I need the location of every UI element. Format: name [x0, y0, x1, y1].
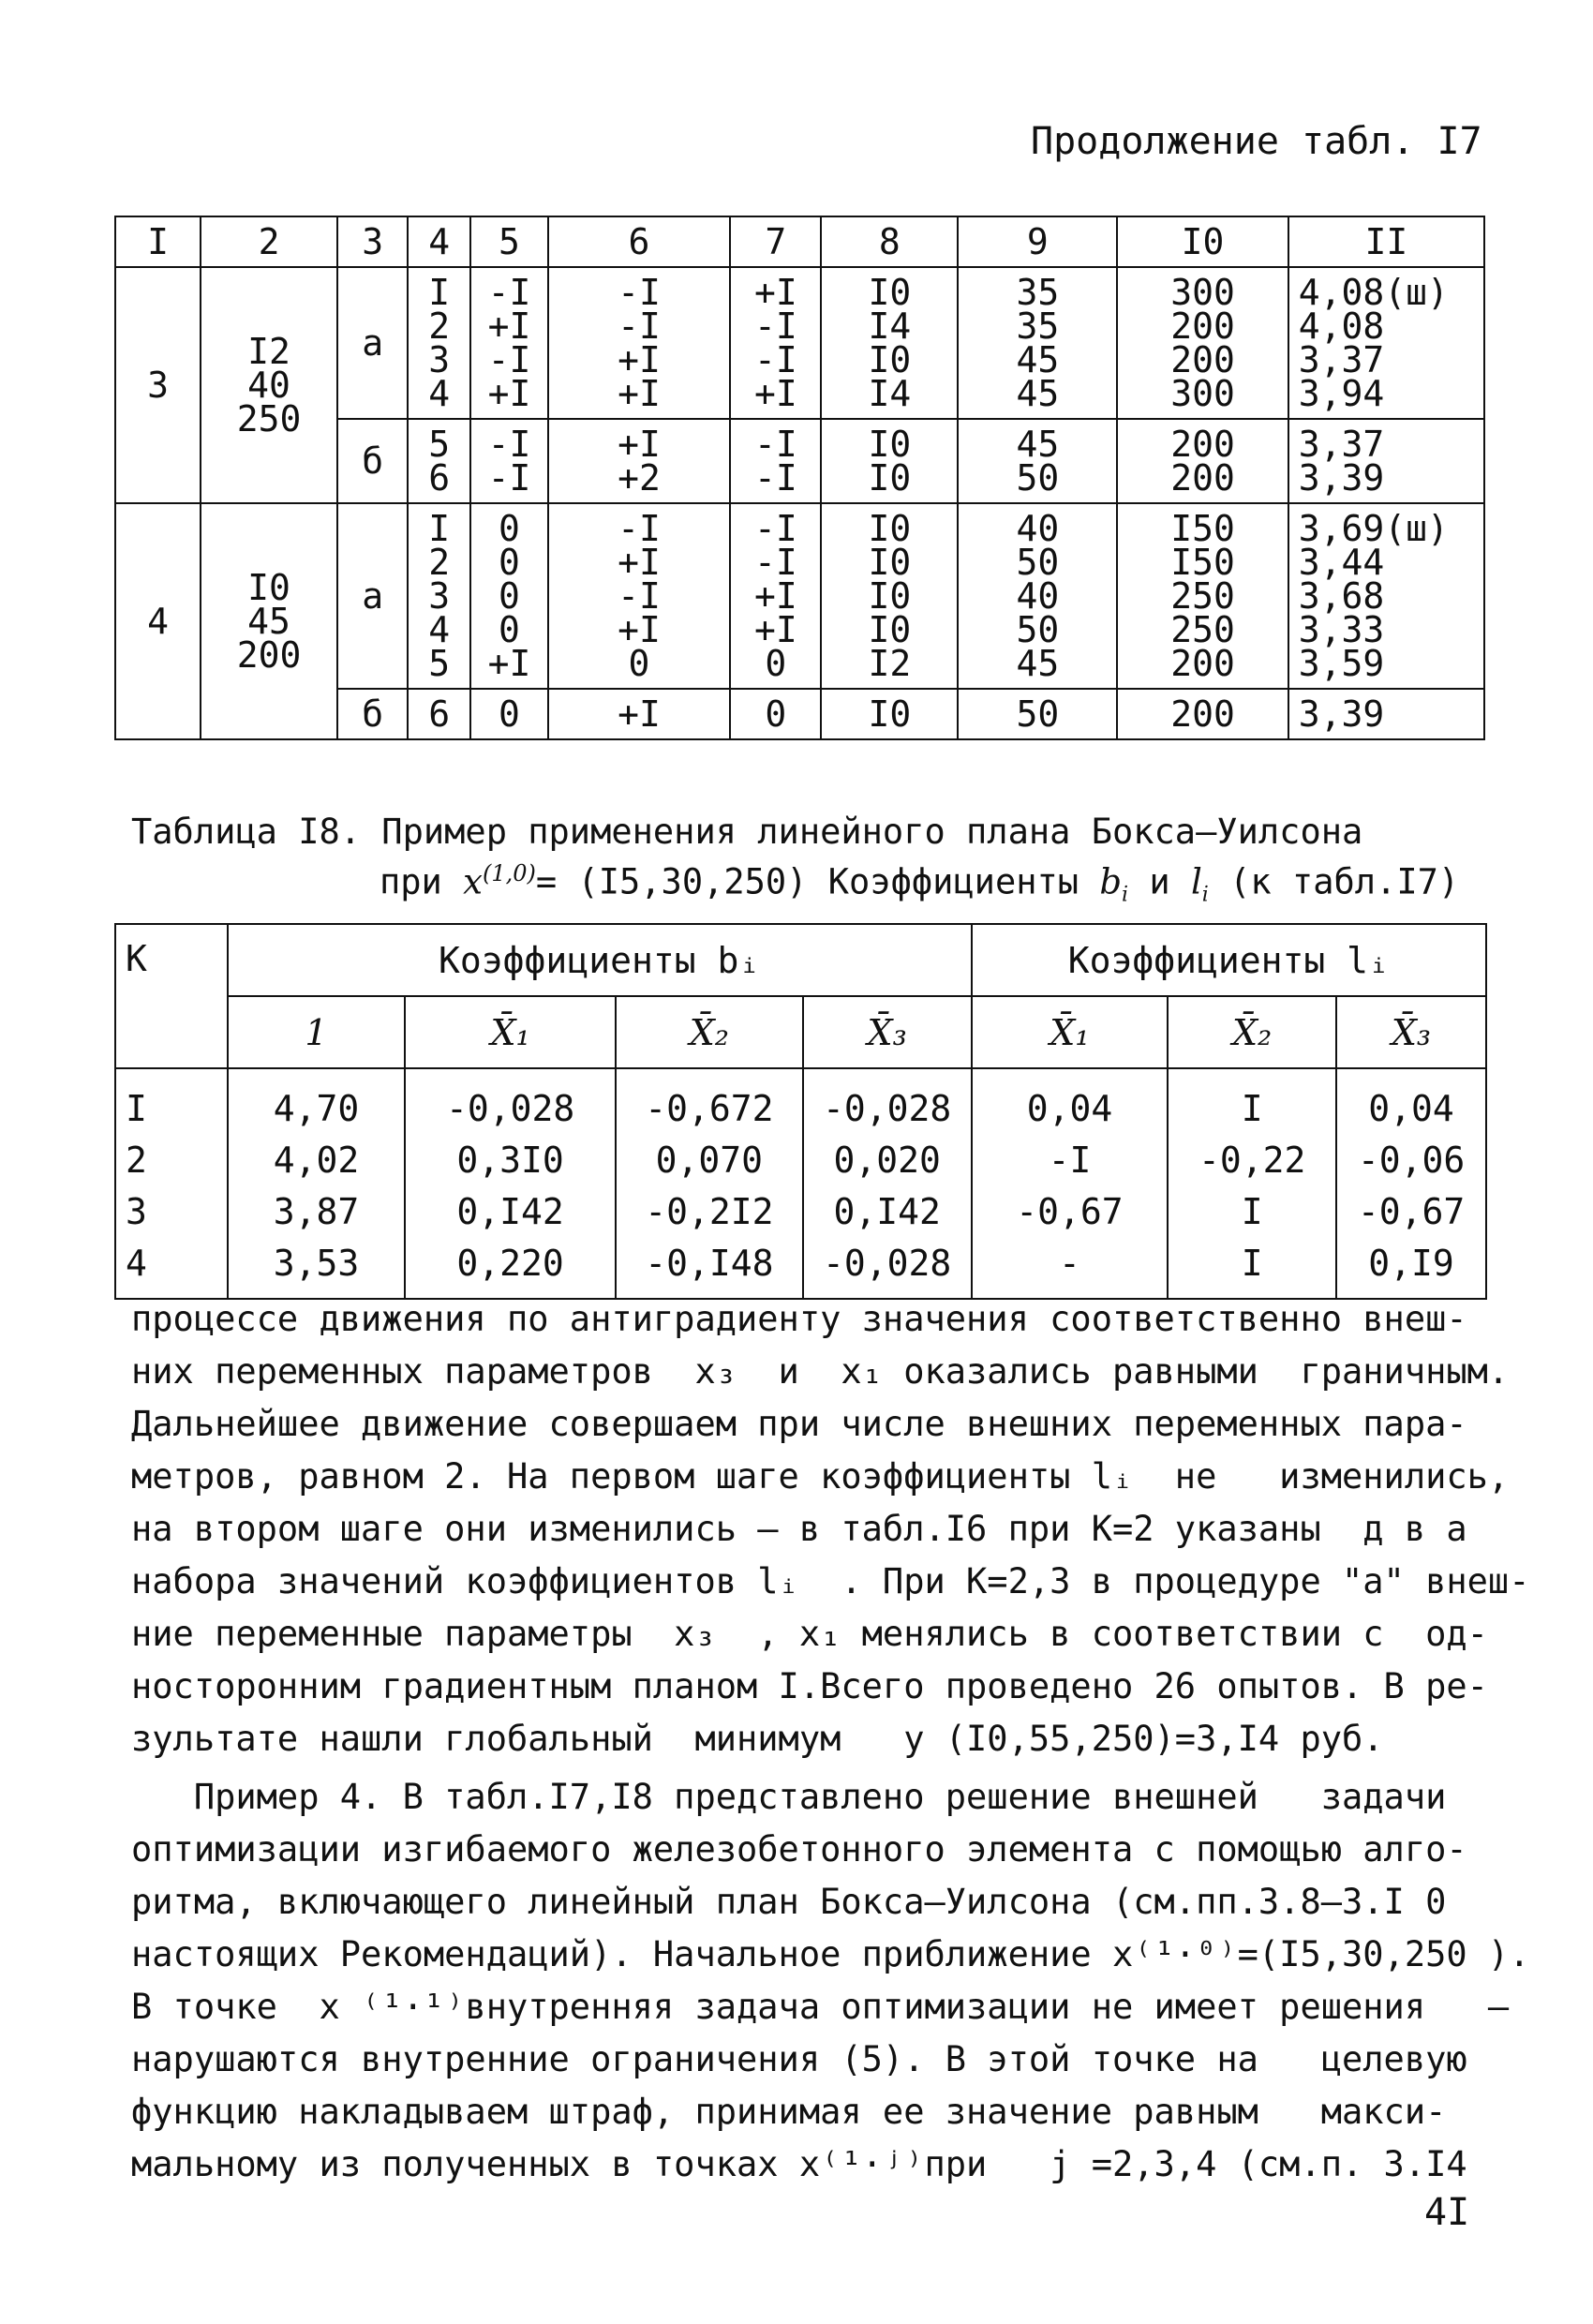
cell-line: 0 — [765, 643, 787, 684]
table-cell — [408, 419, 470, 503]
text-line: настоящих Рекомендаций). Начальное приближение x⁽¹·⁰⁾=(I5,30,250 ). — [131, 1934, 1530, 1974]
table-cell — [1117, 267, 1288, 419]
text-line: носторонним градиентным планом I.Всего проведено 26 опытов. В ре- — [131, 1666, 1488, 1706]
table-cell: 0,I9 — [1336, 1237, 1486, 1299]
cell-line: 3 — [428, 575, 451, 617]
cell-line: +I — [618, 339, 661, 380]
table-cell: I — [1168, 1185, 1336, 1237]
cell-line: -I — [487, 272, 531, 313]
table-cell: - — [972, 1237, 1169, 1299]
table-row — [115, 503, 1484, 689]
cell-line: -I — [487, 339, 531, 380]
cell-line: 4 — [428, 609, 451, 650]
text-line: на втором шаге они изменились – в табл.I6 при K=2 указаны д в а — [131, 1509, 1467, 1549]
cell-line: -I — [753, 457, 797, 499]
cell-line: 4 — [428, 373, 451, 414]
cell-line: 3,39 — [1298, 693, 1385, 735]
cell-line: 50 — [1016, 609, 1060, 650]
table-cell: -0,028 — [803, 1237, 972, 1299]
page-number: 4I — [1424, 2191, 1470, 2234]
table-cell — [548, 503, 730, 689]
table-cell — [548, 419, 730, 503]
table-cell: -0,67 — [1336, 1185, 1486, 1237]
subheader: X̄₁ — [972, 996, 1169, 1068]
text-line: функцию накладываем штраф, принимая ее значение равным макси- — [131, 2092, 1447, 2132]
subgroup-label: б — [337, 419, 408, 503]
text-line: метров, равном 2. На первом шаге коэффициенты lᵢ не изменились, — [131, 1456, 1510, 1497]
table-cell — [821, 689, 958, 739]
cell-line: +I — [618, 542, 661, 583]
table-cell — [958, 267, 1117, 419]
body-text-2 — [131, 1771, 1530, 2191]
cell-line: 0 — [499, 693, 520, 735]
table-cell — [1117, 419, 1288, 503]
cell-line: -I — [487, 424, 531, 465]
table-cell — [408, 689, 470, 739]
table-cell — [958, 419, 1117, 503]
cell-line: 3,94 — [1298, 373, 1385, 414]
table-cell — [1288, 267, 1484, 419]
table-cell: 3,53 — [228, 1237, 406, 1299]
cell-line: +I — [487, 643, 531, 684]
cell-line: 200 — [1170, 693, 1235, 735]
cell-line: 6 — [428, 457, 451, 499]
cell-line: 200 — [236, 634, 302, 676]
cell-line: I0 — [868, 609, 912, 650]
cell-line: 4,08(ш) — [1298, 272, 1449, 313]
table-cell — [958, 689, 1117, 739]
cell-line: 300 — [1170, 272, 1235, 313]
cell-line: 2 — [428, 305, 451, 347]
cell-line: +2 — [618, 457, 661, 499]
text-line: ритма, включающего линейный план Бокса–Уилсона (см.пп.3.8–3.I 0 — [131, 1882, 1447, 1922]
cell-line: I0 — [868, 339, 912, 380]
table-cell: 3,87 — [228, 1185, 406, 1237]
table-cell — [730, 267, 821, 419]
subheader: X̄₃ — [1336, 996, 1486, 1068]
cell-line: I4 — [868, 373, 912, 414]
table-cell — [1117, 503, 1288, 689]
cell-line: 250 — [1170, 575, 1235, 617]
cell-line: -I — [618, 508, 661, 549]
column-header: I0 — [1117, 216, 1288, 267]
column-header: 8 — [821, 216, 958, 267]
column-header: 2 — [201, 216, 337, 267]
cell-line: -I — [618, 272, 661, 313]
text-line: Дальнейшее движение совершаем при числе внешних переменных пара- — [131, 1404, 1467, 1444]
table-cell — [408, 503, 470, 689]
cell-line: 200 — [1170, 305, 1235, 347]
cell-line: 2 — [428, 542, 451, 583]
cell-line: +I — [753, 272, 797, 313]
table-cell: 2 — [115, 1134, 228, 1185]
cell-line: 45 — [1016, 373, 1060, 414]
cell-line: I50 — [1170, 508, 1235, 549]
cell-line: 200 — [1170, 643, 1235, 684]
cell-line: I0 — [868, 693, 912, 735]
cell-line: 3 — [428, 339, 451, 380]
subgroup-label: а — [337, 503, 408, 689]
table-cell: 0,220 — [405, 1237, 616, 1299]
cell-line: +I — [618, 373, 661, 414]
cell-line: -I — [753, 508, 797, 549]
cell-line: 200 — [1170, 457, 1235, 499]
column-header: 7 — [730, 216, 821, 267]
table-cell: 0,020 — [803, 1134, 972, 1185]
continuation-label: Продолжение табл. I7 — [1031, 120, 1482, 163]
table-cell: -I — [972, 1134, 1169, 1185]
table-cell — [1288, 419, 1484, 503]
cell-line: 35 — [1016, 272, 1060, 313]
table-row — [115, 1134, 1486, 1185]
cell-line: 3,37 — [1298, 339, 1385, 380]
cell-line: -I — [753, 339, 797, 380]
cell-line: 3,37 — [1298, 424, 1385, 465]
cell-line: -I — [753, 424, 797, 465]
cell-line: +I — [487, 305, 531, 347]
cell-line: 0 — [499, 542, 520, 583]
cell-line: 5 — [428, 643, 451, 684]
cell-line: 40 — [1016, 575, 1060, 617]
cell-line: 0 — [628, 643, 650, 684]
cell-line: I2 — [868, 643, 912, 684]
cell-line: 40 — [1016, 508, 1060, 549]
subheader: 1 — [228, 996, 406, 1068]
table-cell: I — [1168, 1237, 1336, 1299]
table-row — [115, 267, 1484, 419]
table-cell — [958, 503, 1117, 689]
table-cell: 0,04 — [972, 1068, 1169, 1134]
cell-line: +I — [753, 373, 797, 414]
table-cell: -0,028 — [405, 1068, 616, 1134]
cell-line: +I — [618, 424, 661, 465]
table-cell — [821, 419, 958, 503]
cell-line: 200 — [1170, 424, 1235, 465]
table-cell: 0,I42 — [405, 1185, 616, 1237]
cell-line: 50 — [1016, 457, 1060, 499]
table-cell — [201, 267, 337, 503]
text-line: оптимизации изгибаемого железобетонного элемента с помощью алго- — [131, 1829, 1467, 1870]
cell-line: 3,44 — [1298, 542, 1385, 583]
table-cell — [470, 419, 548, 503]
k-header: K — [115, 924, 228, 1068]
table-18 — [114, 923, 1487, 1300]
cell-line: 45 — [247, 601, 290, 642]
table-cell — [1117, 689, 1288, 739]
cell-line: I2 — [247, 331, 290, 372]
cell-line: 250 — [1170, 609, 1235, 650]
column-header: 3 — [337, 216, 408, 267]
table-cell — [470, 267, 548, 419]
cell-line: I — [428, 508, 451, 549]
cell-line: 3,69(ш) — [1298, 508, 1449, 549]
column-header: 6 — [548, 216, 730, 267]
text-line: мальному из полученных в точках x⁽¹·ʲ⁾при j =2,3,4 (см.п. 3.I4 — [131, 2144, 1467, 2184]
table-cell: 0,I42 — [803, 1185, 972, 1237]
cell-line: 4,08 — [1298, 305, 1385, 347]
table-cell — [1288, 689, 1484, 739]
cell-line: 50 — [1016, 542, 1060, 583]
table-cell — [470, 689, 548, 739]
table-cell — [821, 267, 958, 419]
table-cell: 3 — [115, 1185, 228, 1237]
column-header: I — [115, 216, 201, 267]
table-cell — [201, 503, 337, 739]
cell-line: +I — [618, 693, 661, 735]
text-line: процессе движения по антиградиенту значения соответственно внеш- — [131, 1299, 1467, 1339]
table-cell: 0,3I0 — [405, 1134, 616, 1185]
table-cell — [730, 503, 821, 689]
table-17 — [114, 216, 1485, 740]
table-cell — [821, 503, 958, 689]
cell-line: I4 — [868, 305, 912, 347]
cell-line: I0 — [868, 424, 912, 465]
table-cell: 0,04 — [1336, 1068, 1486, 1134]
cell-line: -I — [753, 305, 797, 347]
table-cell — [1288, 503, 1484, 689]
cell-line: 5 — [428, 424, 451, 465]
cell-line: 45 — [1016, 424, 1060, 465]
cell-line: I0 — [868, 457, 912, 499]
text-line: Пример 4. В табл.I7,I8 представлено решение внешней задачи — [131, 1777, 1447, 1817]
cell-line: +I — [618, 609, 661, 650]
text-line: них переменных параметров x₃ и x₁ оказались равными граничным. — [131, 1351, 1510, 1392]
table-cell: -0,2I2 — [616, 1185, 803, 1237]
cell-line: -I — [618, 575, 661, 617]
cell-line: +I — [487, 373, 531, 414]
cell-line: I0 — [868, 575, 912, 617]
cell-line: I0 — [868, 272, 912, 313]
subheader: X̄₂ — [616, 996, 803, 1068]
cell-line: -I — [487, 457, 531, 499]
cell-line: 45 — [1016, 339, 1060, 380]
table-cell — [548, 267, 730, 419]
body-text-1 — [131, 1293, 1530, 1765]
cell-line: 40 — [247, 365, 290, 406]
table-cell — [730, 419, 821, 503]
column-header: 4 — [408, 216, 470, 267]
cell-line: 35 — [1016, 305, 1060, 347]
table-row — [115, 1237, 1486, 1299]
table-cell: I — [115, 1068, 228, 1134]
text-line: набора значений коэффициентов lᵢ . При K=2,3 в процедуре "a" внеш- — [131, 1561, 1530, 1601]
table-cell: -0,028 — [803, 1068, 972, 1134]
column-header: 9 — [958, 216, 1117, 267]
text-line: ние переменные параметры x₃ , x₁ менялись в соответствии с од- — [131, 1614, 1488, 1654]
subgroup-label: а — [337, 267, 408, 419]
table-row — [115, 1068, 1486, 1134]
table-cell: 0,070 — [616, 1134, 803, 1185]
cell-line: 0 — [499, 609, 520, 650]
cell-line: 3,33 — [1298, 609, 1385, 650]
coefficients-l-header: Коэффициенты lᵢ — [972, 924, 1486, 996]
cell-line: -I — [753, 542, 797, 583]
table-cell: 4,02 — [228, 1134, 406, 1185]
group-number: 4 — [115, 503, 201, 739]
cell-line: 3,68 — [1298, 575, 1385, 617]
cell-line: +I — [753, 575, 797, 617]
subheader: X̄₂ — [1168, 996, 1336, 1068]
subheader: X̄₁ — [405, 996, 616, 1068]
cell-line: 45 — [1016, 643, 1060, 684]
cell-line: I0 — [868, 508, 912, 549]
cell-line: -I — [618, 305, 661, 347]
cell-line: 0 — [499, 508, 520, 549]
table-18-caption-line2: при $x^{(1,0)}= (I5,30,250)$ Коэффициенты $b_i$ и $l_i$ (к табл.I7) — [380, 860, 1460, 907]
group-number: 3 — [115, 267, 201, 503]
cell-line: I0 — [247, 567, 290, 608]
cell-line: 300 — [1170, 373, 1235, 414]
cell-line: 6 — [428, 693, 451, 735]
table-row — [115, 1185, 1486, 1237]
subgroup-label: б — [337, 689, 408, 739]
text-line: зультате нашли глобальный минимум y (I0,55,250)=3,I4 руб. — [131, 1719, 1384, 1759]
table-cell — [470, 503, 548, 689]
table-cell: 4,70 — [228, 1068, 406, 1134]
table-cell: -0,06 — [1336, 1134, 1486, 1185]
text-line: В точке x ⁽¹·¹⁾внутренняя задача оптимизации не имеет решения – — [131, 1987, 1510, 2027]
table-cell — [408, 267, 470, 419]
table-cell: 4 — [115, 1237, 228, 1299]
cell-line: I0 — [868, 542, 912, 583]
cell-line: 3,59 — [1298, 643, 1385, 684]
table-18-caption: Таблица I8. Пример применения линейного плана Бокса–Уилсона — [131, 812, 1363, 852]
column-header: 5 — [470, 216, 548, 267]
cell-line: 0 — [765, 693, 787, 735]
coefficients-b-header: Коэффициенты bᵢ — [228, 924, 972, 996]
cell-line: +I — [753, 609, 797, 650]
cell-line: I — [428, 272, 451, 313]
cell-line: 250 — [236, 398, 302, 439]
table-cell — [730, 689, 821, 739]
table-cell: -0,22 — [1168, 1134, 1336, 1185]
table-cell: -0,67 — [972, 1185, 1169, 1237]
cell-line: 200 — [1170, 339, 1235, 380]
table-cell: I — [1168, 1068, 1336, 1134]
subheader: X̄₃ — [803, 996, 972, 1068]
text-line: нарушаются внутренние ограничения (5). В этой точке на целевую — [131, 2039, 1467, 2079]
table-cell: -0,I48 — [616, 1237, 803, 1299]
column-header: II — [1288, 216, 1484, 267]
table-cell — [548, 689, 730, 739]
cell-line: 50 — [1016, 693, 1060, 735]
cell-line: 0 — [499, 575, 520, 617]
cell-line: I50 — [1170, 542, 1235, 583]
table-cell: -0,672 — [616, 1068, 803, 1134]
cell-line: 3,39 — [1298, 457, 1385, 499]
